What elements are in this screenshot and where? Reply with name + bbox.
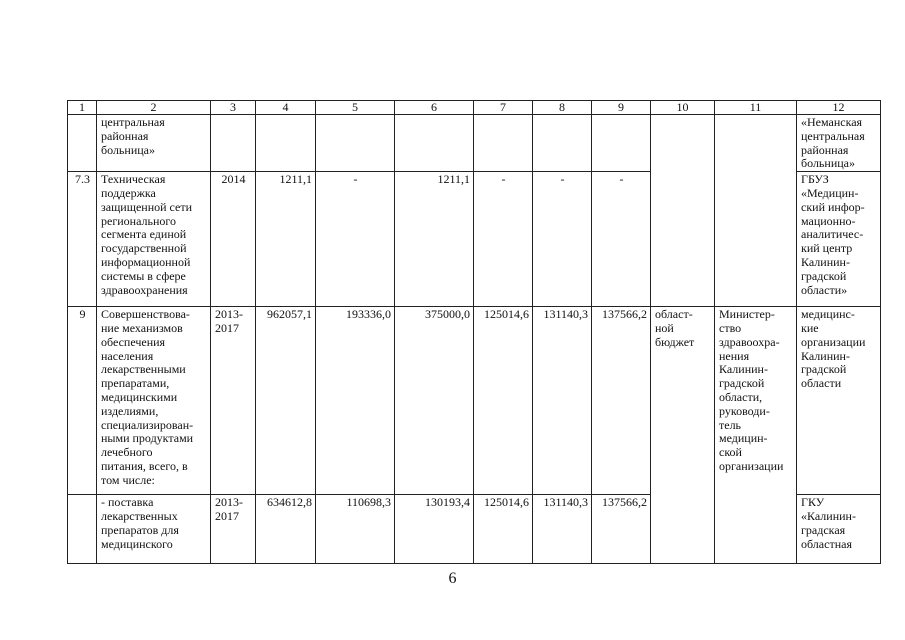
value-cell: - [316,172,395,307]
column-number: 7 [474,101,533,115]
executor-cell: Министер- ство здравоохра- нения Калинин- градской области, руководи- тель медицин- ской организации [715,307,797,564]
value-cell [533,115,592,172]
row-number-cell: 9 [68,307,97,495]
total-cell [256,115,316,172]
activity-cell: центральная районная больница» [97,115,211,172]
table-row [68,307,881,495]
column-number: 2 [97,101,211,115]
value-cell [592,115,651,172]
value-cell: 131140,3 [533,307,592,495]
value-cell: 193336,0 [316,307,395,495]
value-cell: 1211,1 [395,172,474,307]
value-cell: 137566,2 [592,307,651,495]
executor-cell [715,115,797,307]
activity-cell: - поставка лекарственных препаратов для медицинского [97,495,211,564]
column-number: 11 [715,101,797,115]
value-cell [395,115,474,172]
organization-cell: медицинс- кие организации Калинин- градской области [797,307,881,495]
column-number: 3 [211,101,256,115]
table-row [68,115,881,172]
activity-cell: Техническая поддержка защищенной сети регионального сегмента единой государственной информационной системы в сфере здравоохранения [97,172,211,307]
value-cell: 375000,0 [395,307,474,495]
total-cell: 962057,1 [256,307,316,495]
value-cell: - [474,172,533,307]
value-cell: 130193,4 [395,495,474,564]
source-cell: област- ной бюджет [651,307,715,564]
column-number: 5 [316,101,395,115]
total-cell: 1211,1 [256,172,316,307]
value-cell: 125014,6 [474,495,533,564]
column-number: 8 [533,101,592,115]
period-cell [211,115,256,172]
value-cell: 137566,2 [592,495,651,564]
row-number-cell [68,495,97,564]
row-number-cell [68,115,97,172]
total-cell: 634612,8 [256,495,316,564]
program-table [67,100,881,564]
value-cell: 131140,3 [533,495,592,564]
column-number: 12 [797,101,881,115]
value-cell [316,115,395,172]
value-cell: 125014,6 [474,307,533,495]
column-number: 1 [68,101,97,115]
column-number: 4 [256,101,316,115]
period-cell: 2013- 2017 [211,495,256,564]
row-number-cell: 7.3 [68,172,97,307]
header-row [68,101,881,115]
source-cell [651,115,715,307]
organization-cell: ГКУ «Калинин- градская областная [797,495,881,564]
column-number: 10 [651,101,715,115]
value-cell: 110698,3 [316,495,395,564]
activity-cell: Совершенствова- ние механизмов обеспечения населения лекарственными препаратами, медицинскими изделиями, специализирован- ными продуктами лечебного питания, всего, в том числе: [97,307,211,495]
period-cell: 2013- 2017 [211,307,256,495]
column-number: 6 [395,101,474,115]
value-cell: - [592,172,651,307]
value-cell [474,115,533,172]
period-cell: 2014 [211,172,256,307]
organization-cell: ГБУЗ «Медицин- ский инфор- мационно- аналитичес- кий центр Калинин- градской области» [797,172,881,307]
column-number: 9 [592,101,651,115]
page-number: 6 [448,570,457,587]
value-cell: - [533,172,592,307]
organization-cell: «Неманская центральная районная больница» [797,115,881,172]
